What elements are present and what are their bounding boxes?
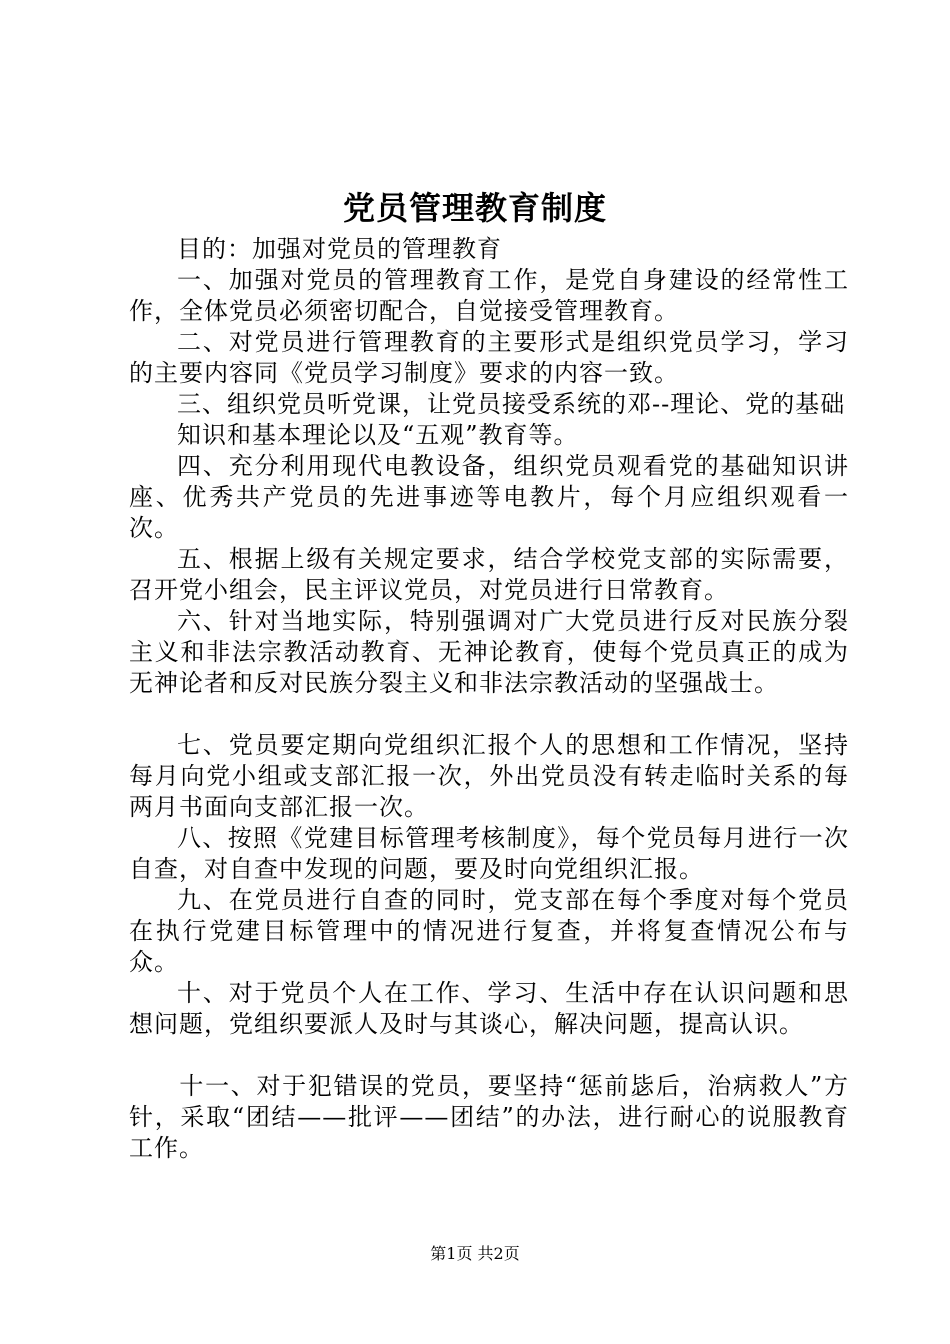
document-body xyxy=(129,234,849,1164)
paragraph-8: 八、按照《党建目标管理考核制度》，每个党员每月进行一次自查，对自查中发现的问题，要及时向党组织汇报。 xyxy=(129,824,849,883)
paragraph-9: 九、在党员进行自查的同时，党支部在每个季度对每个党员在执行党建目标管理中的情况进行复查，并将复查情况公布与众。 xyxy=(129,886,849,976)
paragraph-5: 五、根据上级有关规定要求，结合学校党支部的实际需要，召开党小组会，民主评议党员，对党员进行日常教育。 xyxy=(129,545,849,604)
paragraph-6: 六、针对当地实际，特别强调对广大党员进行反对民族分裂主义和非法宗教活动教育、无神论教育，使每个党员真正的成为无神论者和反对民族分裂主义和非法宗教活动的坚强战士。 xyxy=(129,607,849,697)
paragraph-3-continued: 知识和基本理论以及“五观”教育等。 xyxy=(177,421,579,449)
paragraph-3: 三、组织党员听党课，让党员接受系统的邓--理论、党的基础 xyxy=(177,390,846,418)
paragraph-4: 四、充分利用现代电教设备，组织党员观看党的基础知识讲座、优秀共产党员的先进事迹等电教片，每个月应组织观看一次。 xyxy=(129,452,849,542)
paragraph-7: 七、党员要定期向党组织汇报个人的思想和工作情况，坚持每月向党小组或支部汇报一次，外出党员没有转走临时关系的每两月书面向支部汇报一次。 xyxy=(129,731,849,821)
paragraph-2: 二、对党员进行管理教育的主要形式是组织党员学习，学习的主要内容同《党员学习制度》要求的内容一致。 xyxy=(129,328,849,387)
page-title: 党员管理教育制度 xyxy=(342,189,607,227)
paragraph-10: 十、对于党员个人在工作、学习、生活中存在认识问题和思想问题，党组织要派人及时与其谈心，解决问题，提高认识。 xyxy=(129,979,849,1038)
paragraph-1: 一、加强对党员的管理教育工作，是党自身建设的经常性工作，全体党员必须密切配合，自觉接受管理教育。 xyxy=(129,266,849,325)
paragraph-purpose: 目的：加强对党员的管理教育 xyxy=(177,235,502,263)
paragraph-spacer xyxy=(129,1040,849,1071)
page-footer: 第1页 共2页 xyxy=(430,1244,520,1263)
paragraph-11: 十一、对于犯错误的党员，要坚持“惩前毖后，治病救人”方针，采取“团结——批评——团结”的办法，进行耐心的说服教育工作。 xyxy=(129,1072,849,1162)
paragraph-spacer xyxy=(129,699,849,730)
